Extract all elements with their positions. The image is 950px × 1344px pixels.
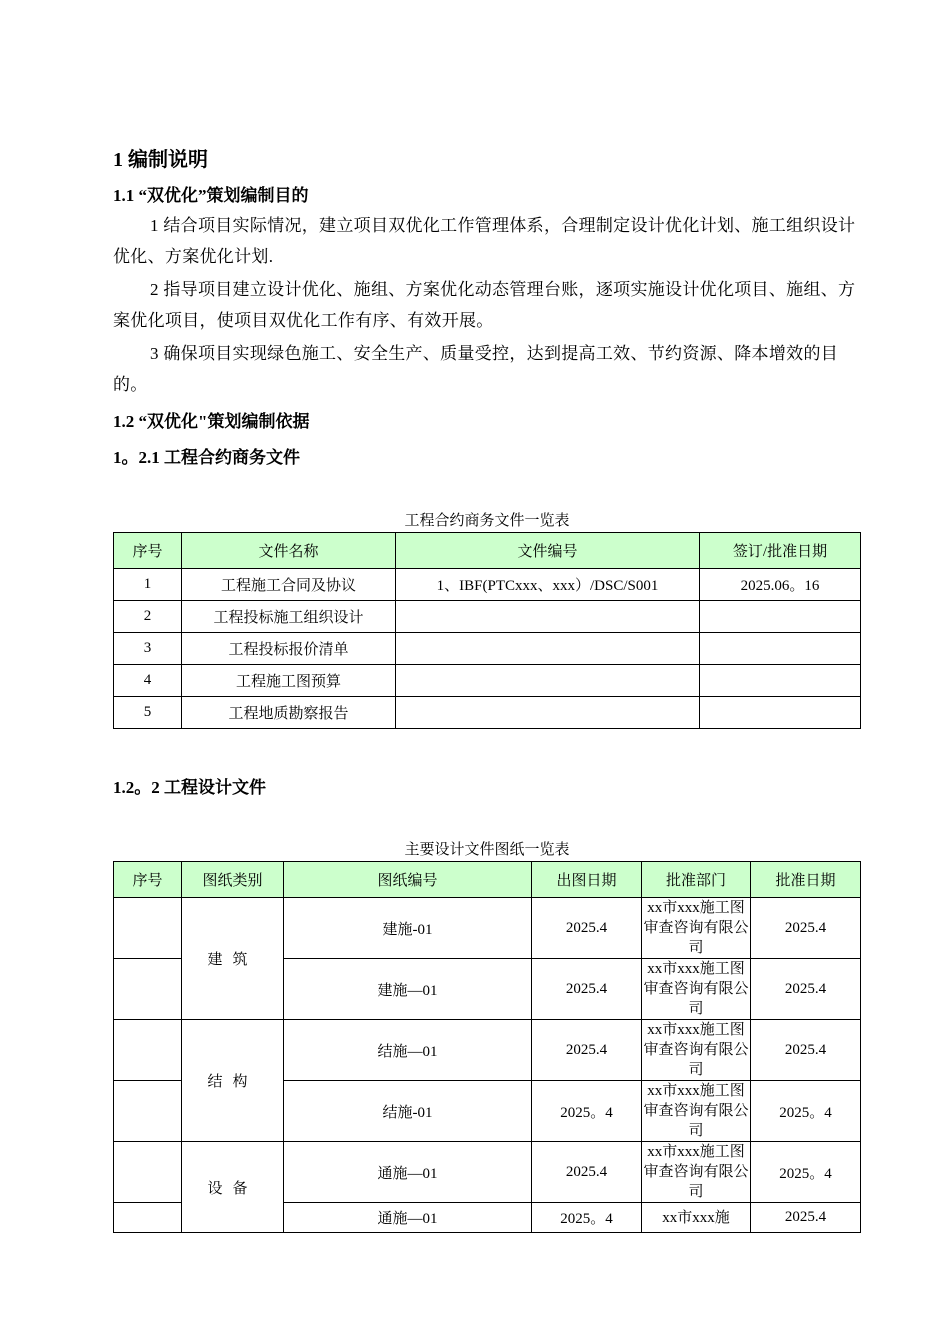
- table-cell: 2025.4: [751, 898, 861, 959]
- header-cell: 序号: [114, 862, 182, 898]
- table-cell: [700, 697, 861, 729]
- header-cell: 图纸类别: [182, 862, 284, 898]
- section-1-2-heading: 1.2 “双优化"策划编制依据: [113, 412, 310, 431]
- table1-caption: 工程合约商务文件一览表: [404, 513, 570, 529]
- table-cell: [114, 1142, 182, 1203]
- table-cell: 工程地质勘察报告: [182, 697, 396, 729]
- table-cell: [114, 898, 182, 959]
- table-row: [114, 898, 861, 959]
- table-header-row: [114, 862, 861, 898]
- header-cell: 文件名称: [182, 533, 396, 569]
- table-cell: [700, 601, 861, 633]
- contract-documents-table: [113, 532, 861, 729]
- table-cell: [114, 1020, 182, 1081]
- header-cell: 批准日期: [751, 862, 861, 898]
- table-row: [114, 1142, 861, 1203]
- table-cell: 通施—01: [284, 1203, 532, 1233]
- table-cell: 结施-01: [284, 1081, 532, 1142]
- header-cell: 批准部门: [642, 862, 751, 898]
- table-row: [114, 1020, 861, 1081]
- table-cell: xx市xxx施工图审查咨询有限公司: [642, 959, 751, 1020]
- table-cell: 通施—01: [284, 1142, 532, 1203]
- table-cell: [700, 665, 861, 697]
- table-cell: [114, 1203, 182, 1233]
- header-cell: 出图日期: [532, 862, 642, 898]
- table-cell: 建施—01: [284, 959, 532, 1020]
- table-cell: xx市xxx施工图审查咨询有限公司: [642, 1081, 751, 1142]
- heading-1: 1 编制说明: [113, 149, 208, 171]
- design-drawings-table: [113, 861, 861, 1233]
- table-row: [114, 665, 861, 697]
- table-cell: 2025.06。16: [700, 569, 861, 601]
- table-cell: [396, 633, 700, 665]
- table-cell: [396, 665, 700, 697]
- table2-caption: 主要设计文件图纸一览表: [404, 842, 570, 858]
- table-cell: xx市xxx施: [642, 1203, 751, 1233]
- section-1-1-heading: 1.1 “双优化”策划编制目的: [113, 186, 309, 205]
- table-cell: 2: [114, 601, 182, 633]
- paragraph-2: 2 指导项目建立设计优化、施组、方案优化动态管理台账，逐项实施设计优化项目、施组、方案优化项目，使项目双优化工作有序、有效开展。: [113, 280, 856, 330]
- table-cell: 1、IBF(PTCxxx、xxx）/DSC/S001: [396, 569, 700, 601]
- table-cell: xx市xxx施工图审查咨询有限公司: [642, 1142, 751, 1203]
- table-cell: [396, 697, 700, 729]
- section-1-2-2-heading: 1.2。2 工程设计文件: [113, 778, 266, 797]
- table-cell: 2025.4: [751, 959, 861, 1020]
- section-1-2-1-heading: 1。2.1 工程合约商务文件: [113, 448, 300, 467]
- table-cell: 2025.4: [751, 1020, 861, 1081]
- table-cell: 2025.4: [751, 1203, 861, 1233]
- table-cell: 工程施工图预算: [182, 665, 396, 697]
- paragraph-1: 1 结合项目实际情况，建立项目双优化工作管理体系，合理制定设计优化计划、施工组织设计优化、方案优化计划.: [113, 216, 856, 266]
- table-cell: 2025.4: [532, 959, 642, 1020]
- table-cell: 2025.4: [532, 1142, 642, 1203]
- table-cell: xx市xxx施工图审查咨询有限公司: [642, 1020, 751, 1081]
- table-cell: 工程施工合同及协议: [182, 569, 396, 601]
- table-cell: 2025。4: [751, 1081, 861, 1142]
- table-cell: 2025.4: [532, 1020, 642, 1081]
- table-cell: [114, 1081, 182, 1142]
- table-cell: 4: [114, 665, 182, 697]
- table-cell: 5: [114, 697, 182, 729]
- table-row: [114, 697, 861, 729]
- header-cell: 序号: [114, 533, 182, 569]
- category-cell: 建筑: [182, 898, 284, 1020]
- table-cell: 工程投标施工组织设计: [182, 601, 396, 633]
- table-cell: 2025。4: [751, 1142, 861, 1203]
- header-cell: 文件编号: [396, 533, 700, 569]
- table-cell: 2025。4: [532, 1203, 642, 1233]
- table-row: [114, 569, 861, 601]
- table-cell: 建施-01: [284, 898, 532, 959]
- category-cell: 结构: [182, 1020, 284, 1142]
- table-cell: [396, 601, 700, 633]
- table-cell: 2025.4: [532, 898, 642, 959]
- table-cell: [114, 959, 182, 1020]
- table-cell: 工程投标报价清单: [182, 633, 396, 665]
- header-cell: 签订/批准日期: [700, 533, 861, 569]
- table-cell: xx市xxx施工图审查咨询有限公司: [642, 898, 751, 959]
- table-cell: 结施—01: [284, 1020, 532, 1081]
- table-header-row: [114, 533, 861, 569]
- table-row: [114, 601, 861, 633]
- table-row: [114, 633, 861, 665]
- table-cell: 2025。4: [532, 1081, 642, 1142]
- header-cell: 图纸编号: [284, 862, 532, 898]
- table-cell: 1: [114, 569, 182, 601]
- table-cell: [700, 633, 861, 665]
- category-cell: 设备: [182, 1142, 284, 1233]
- table-cell: 3: [114, 633, 182, 665]
- paragraph-3: 3 确保项目实现绿色施工、安全生产、质量受控，达到提高工效、节约资源、降本增效的目的。: [113, 344, 839, 394]
